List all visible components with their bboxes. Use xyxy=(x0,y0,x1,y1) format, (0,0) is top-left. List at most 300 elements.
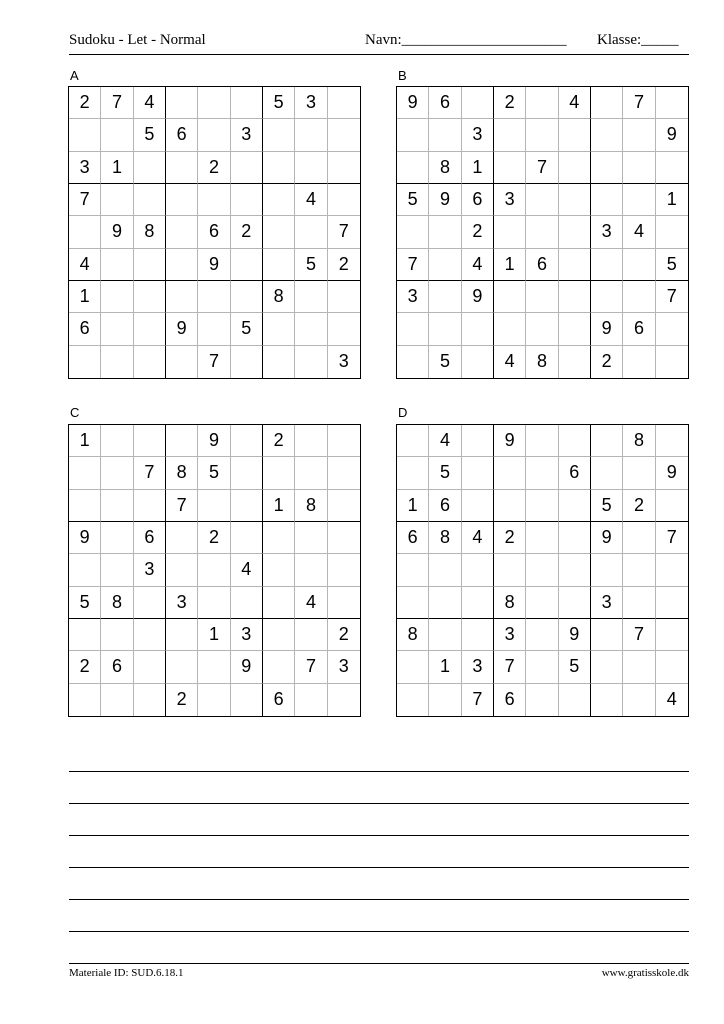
sudoku-cell xyxy=(494,490,526,522)
sudoku-cell: 7 xyxy=(101,87,133,119)
sudoku-cell: 9 xyxy=(397,87,429,119)
sudoku-cell xyxy=(591,619,623,651)
sudoku-cell xyxy=(591,554,623,586)
sudoku-cell: 5 xyxy=(198,457,230,489)
sudoku-cell xyxy=(559,490,591,522)
sudoku-cell xyxy=(656,425,688,457)
sudoku-cell xyxy=(134,619,166,651)
sudoku-cell: 9 xyxy=(198,425,230,457)
sudoku-cell xyxy=(397,554,429,586)
sudoku-cell xyxy=(623,457,655,489)
sudoku-cell xyxy=(623,651,655,683)
sudoku-cell xyxy=(656,554,688,586)
sudoku-cell xyxy=(263,119,295,151)
sudoku-cell xyxy=(494,152,526,184)
sudoku-cell xyxy=(397,119,429,151)
sudoku-puzzle-d xyxy=(396,424,689,717)
sudoku-cell xyxy=(231,490,263,522)
sudoku-cell xyxy=(198,87,230,119)
sudoku-cell xyxy=(591,152,623,184)
sudoku-cell xyxy=(263,346,295,378)
sudoku-cell: 8 xyxy=(429,152,461,184)
sudoku-cell xyxy=(429,554,461,586)
sudoku-cell xyxy=(462,313,494,345)
sudoku-cell xyxy=(166,522,198,554)
sudoku-cell xyxy=(328,87,360,119)
sudoku-cell: 5 xyxy=(231,313,263,345)
sudoku-cell: 4 xyxy=(295,184,327,216)
sudoku-grid xyxy=(69,87,360,378)
sudoku-cell xyxy=(166,425,198,457)
sudoku-cell xyxy=(591,184,623,216)
sudoku-cell: 3 xyxy=(462,119,494,151)
sudoku-cell xyxy=(591,281,623,313)
sudoku-cell: 8 xyxy=(134,216,166,248)
sudoku-cell xyxy=(263,522,295,554)
sudoku-cell xyxy=(591,249,623,281)
sudoku-cell: 6 xyxy=(166,119,198,151)
sudoku-cell: 8 xyxy=(101,587,133,619)
sudoku-cell xyxy=(231,152,263,184)
sudoku-cell xyxy=(623,119,655,151)
sudoku-cell xyxy=(429,281,461,313)
sudoku-cell xyxy=(166,281,198,313)
sudoku-cell xyxy=(263,152,295,184)
sudoku-cell xyxy=(526,184,558,216)
sudoku-cell: 9 xyxy=(656,457,688,489)
sudoku-cell xyxy=(397,684,429,716)
sudoku-cell xyxy=(295,152,327,184)
sudoku-cell xyxy=(623,587,655,619)
puzzle-label-c: C xyxy=(70,405,80,420)
sudoku-cell: 7 xyxy=(166,490,198,522)
sudoku-cell xyxy=(295,313,327,345)
sudoku-cell xyxy=(328,587,360,619)
sudoku-cell xyxy=(295,216,327,248)
sudoku-cell xyxy=(166,346,198,378)
sudoku-cell xyxy=(328,684,360,716)
sudoku-cell: 2 xyxy=(591,346,623,378)
sudoku-cell: 1 xyxy=(101,152,133,184)
sudoku-cell: 3 xyxy=(462,651,494,683)
sudoku-cell: 2 xyxy=(328,619,360,651)
sudoku-cell: 9 xyxy=(231,651,263,683)
sudoku-cell xyxy=(591,457,623,489)
writing-line xyxy=(69,867,689,868)
sudoku-cell xyxy=(231,457,263,489)
sudoku-cell: 4 xyxy=(134,87,166,119)
sudoku-cell xyxy=(462,490,494,522)
sudoku-cell xyxy=(295,522,327,554)
sudoku-cell: 4 xyxy=(295,587,327,619)
sudoku-cell xyxy=(69,216,101,248)
sudoku-cell xyxy=(101,281,133,313)
sudoku-cell xyxy=(526,313,558,345)
sudoku-cell xyxy=(623,346,655,378)
sudoku-cell xyxy=(166,152,198,184)
sudoku-cell: 5 xyxy=(397,184,429,216)
sudoku-cell: 6 xyxy=(429,87,461,119)
sudoku-cell xyxy=(526,119,558,151)
sudoku-cell: 3 xyxy=(69,152,101,184)
sudoku-cell: 7 xyxy=(623,87,655,119)
writing-line xyxy=(69,931,689,932)
sudoku-cell: 8 xyxy=(397,619,429,651)
sudoku-cell: 5 xyxy=(263,87,295,119)
sudoku-cell xyxy=(69,554,101,586)
sudoku-cell xyxy=(166,554,198,586)
sudoku-cell: 1 xyxy=(69,281,101,313)
sudoku-cell xyxy=(231,522,263,554)
sudoku-cell: 6 xyxy=(623,313,655,345)
sudoku-cell xyxy=(69,619,101,651)
sudoku-cell: 2 xyxy=(166,684,198,716)
sudoku-cell: 1 xyxy=(263,490,295,522)
sudoku-cell: 8 xyxy=(263,281,295,313)
sudoku-grid xyxy=(397,425,688,716)
sudoku-grid xyxy=(397,87,688,378)
sudoku-cell xyxy=(198,490,230,522)
sudoku-cell xyxy=(134,587,166,619)
sudoku-cell xyxy=(526,457,558,489)
sudoku-cell xyxy=(559,425,591,457)
sudoku-cell xyxy=(101,119,133,151)
class-field: Klasse:_____ xyxy=(597,32,679,48)
sudoku-cell xyxy=(559,249,591,281)
sudoku-cell: 9 xyxy=(494,425,526,457)
sudoku-cell xyxy=(69,457,101,489)
sudoku-cell xyxy=(101,249,133,281)
sudoku-cell: 7 xyxy=(397,249,429,281)
sudoku-cell xyxy=(462,554,494,586)
sudoku-cell xyxy=(295,457,327,489)
sudoku-cell xyxy=(198,119,230,151)
sudoku-cell xyxy=(101,554,133,586)
sudoku-cell: 5 xyxy=(656,249,688,281)
sudoku-cell xyxy=(198,313,230,345)
sudoku-cell xyxy=(656,619,688,651)
sudoku-cell: 3 xyxy=(494,184,526,216)
sudoku-cell: 7 xyxy=(198,346,230,378)
sudoku-cell xyxy=(134,490,166,522)
sudoku-cell: 5 xyxy=(295,249,327,281)
sudoku-cell xyxy=(559,281,591,313)
sudoku-cell: 6 xyxy=(559,457,591,489)
sudoku-cell: 6 xyxy=(526,249,558,281)
sudoku-cell xyxy=(263,249,295,281)
sudoku-cell xyxy=(429,216,461,248)
sudoku-cell: 9 xyxy=(656,119,688,151)
sudoku-cell: 5 xyxy=(591,490,623,522)
sudoku-cell xyxy=(623,152,655,184)
sudoku-puzzle-c xyxy=(68,424,361,717)
sudoku-cell: 3 xyxy=(338,351,349,372)
sudoku-puzzle-b xyxy=(396,86,689,379)
sudoku-cell: 1 xyxy=(656,184,688,216)
sudoku-cell xyxy=(263,651,295,683)
sudoku-cell xyxy=(328,457,360,489)
sudoku-cell xyxy=(526,522,558,554)
sudoku-cell xyxy=(397,651,429,683)
sudoku-cell xyxy=(166,184,198,216)
sudoku-cell xyxy=(462,587,494,619)
sudoku-cell xyxy=(623,554,655,586)
sudoku-cell xyxy=(101,522,133,554)
sudoku-cell xyxy=(166,249,198,281)
sudoku-cell: 7 xyxy=(134,457,166,489)
sudoku-cell xyxy=(231,684,263,716)
puzzle-label-b: B xyxy=(398,68,407,83)
sudoku-cell: 8 xyxy=(295,490,327,522)
sudoku-cell xyxy=(494,119,526,151)
sudoku-cell xyxy=(231,346,263,378)
sudoku-cell: 2 xyxy=(328,249,360,281)
sudoku-cell: 3 xyxy=(494,619,526,651)
sudoku-cell xyxy=(295,684,327,716)
sudoku-cell xyxy=(526,619,558,651)
sudoku-cell: 9 xyxy=(198,249,230,281)
sudoku-cell xyxy=(397,587,429,619)
sudoku-cell xyxy=(328,184,360,216)
sudoku-cell xyxy=(231,281,263,313)
sudoku-cell: 1 xyxy=(69,425,101,457)
sudoku-cell xyxy=(526,87,558,119)
sudoku-cell xyxy=(263,216,295,248)
sudoku-cell xyxy=(198,684,230,716)
sudoku-cell xyxy=(328,313,360,345)
sudoku-cell: 7 xyxy=(462,684,494,716)
sudoku-cell: 7 xyxy=(69,184,101,216)
sudoku-cell xyxy=(526,490,558,522)
sudoku-cell: 5 xyxy=(429,346,461,378)
sudoku-cell xyxy=(526,587,558,619)
sudoku-cell: 4 xyxy=(462,249,494,281)
sudoku-cell: 7 xyxy=(328,216,360,248)
sudoku-cell xyxy=(429,313,461,345)
sudoku-cell: 1 xyxy=(198,619,230,651)
sudoku-cell xyxy=(295,119,327,151)
sudoku-cell xyxy=(591,87,623,119)
sudoku-cell xyxy=(526,216,558,248)
sudoku-cell xyxy=(462,425,494,457)
sudoku-cell: 6 xyxy=(429,490,461,522)
sudoku-cell: 4 xyxy=(559,87,591,119)
sudoku-cell xyxy=(656,216,688,248)
sudoku-cell xyxy=(429,587,461,619)
sudoku-cell xyxy=(263,313,295,345)
sudoku-cell xyxy=(656,587,688,619)
name-field: Navn:______________________ xyxy=(365,32,567,48)
sudoku-cell xyxy=(656,313,688,345)
sudoku-cell: 4 xyxy=(429,425,461,457)
sudoku-cell xyxy=(656,87,688,119)
sudoku-cell xyxy=(198,281,230,313)
sudoku-cell: 8 xyxy=(526,346,558,378)
sudoku-cell xyxy=(494,554,526,586)
sudoku-cell xyxy=(623,281,655,313)
sudoku-cell: 6 xyxy=(263,684,295,716)
sudoku-cell: 4 xyxy=(666,689,677,710)
sudoku-cell xyxy=(263,587,295,619)
sudoku-cell: 6 xyxy=(69,313,101,345)
sudoku-cell xyxy=(559,522,591,554)
sudoku-cell xyxy=(101,490,133,522)
sudoku-cell xyxy=(263,457,295,489)
sudoku-cell xyxy=(231,87,263,119)
sudoku-cell xyxy=(134,249,166,281)
sudoku-cell: 5 xyxy=(69,587,101,619)
sudoku-cell: 9 xyxy=(559,619,591,651)
sudoku-cell xyxy=(397,152,429,184)
sudoku-cell: 3 xyxy=(166,587,198,619)
sudoku-cell xyxy=(231,184,263,216)
sudoku-cell: 1 xyxy=(494,249,526,281)
sudoku-grid xyxy=(69,425,360,716)
writing-line xyxy=(69,803,689,804)
sudoku-cell: 9 xyxy=(429,184,461,216)
sudoku-cell: 2 xyxy=(231,216,263,248)
sudoku-cell xyxy=(328,152,360,184)
sudoku-cell: 9 xyxy=(69,522,101,554)
sudoku-cell: 2 xyxy=(494,87,526,119)
sudoku-cell xyxy=(101,346,133,378)
sudoku-cell xyxy=(69,119,101,151)
sudoku-cell xyxy=(134,281,166,313)
sudoku-cell xyxy=(462,87,494,119)
sudoku-cell xyxy=(101,619,133,651)
sudoku-cell xyxy=(101,184,133,216)
puzzle-label-d: D xyxy=(398,405,408,420)
sudoku-cell xyxy=(623,184,655,216)
sudoku-cell xyxy=(494,313,526,345)
sudoku-cell: 4 xyxy=(69,249,101,281)
sudoku-cell xyxy=(397,216,429,248)
sudoku-cell: 8 xyxy=(429,522,461,554)
sudoku-cell xyxy=(166,216,198,248)
sudoku-cell xyxy=(429,249,461,281)
sudoku-cell xyxy=(559,184,591,216)
sudoku-cell xyxy=(656,152,688,184)
sudoku-cell xyxy=(494,216,526,248)
sudoku-cell xyxy=(429,619,461,651)
sudoku-cell xyxy=(328,522,360,554)
sudoku-cell xyxy=(462,346,494,378)
sudoku-cell xyxy=(494,281,526,313)
header-rule xyxy=(69,54,689,55)
sudoku-cell xyxy=(231,425,263,457)
sudoku-cell: 9 xyxy=(591,313,623,345)
sudoku-cell xyxy=(526,425,558,457)
sudoku-cell: 2 xyxy=(623,490,655,522)
sudoku-cell: 2 xyxy=(462,216,494,248)
sudoku-cell xyxy=(462,457,494,489)
sudoku-cell xyxy=(494,457,526,489)
sudoku-cell xyxy=(328,281,360,313)
sudoku-cell xyxy=(69,490,101,522)
sudoku-cell: 3 xyxy=(231,619,263,651)
sudoku-cell: 6 xyxy=(397,522,429,554)
sudoku-cell xyxy=(231,249,263,281)
sudoku-cell xyxy=(134,651,166,683)
writing-line xyxy=(69,771,689,772)
sudoku-cell xyxy=(263,619,295,651)
sudoku-cell xyxy=(295,619,327,651)
sudoku-puzzle-a xyxy=(68,86,361,379)
sudoku-cell: 9 xyxy=(462,281,494,313)
sudoku-cell xyxy=(397,313,429,345)
sudoku-cell: 3 xyxy=(231,119,263,151)
sudoku-cell xyxy=(134,425,166,457)
sudoku-cell: 7 xyxy=(494,651,526,683)
sudoku-cell xyxy=(328,490,360,522)
sudoku-cell xyxy=(295,554,327,586)
sudoku-cell xyxy=(591,425,623,457)
sudoku-cell xyxy=(134,684,166,716)
sudoku-cell: 6 xyxy=(198,216,230,248)
sudoku-cell xyxy=(69,684,101,716)
sudoku-cell xyxy=(397,346,429,378)
sudoku-cell: 3 xyxy=(295,87,327,119)
sudoku-cell xyxy=(623,684,655,716)
sudoku-cell: 9 xyxy=(166,313,198,345)
sudoku-cell: 7 xyxy=(656,281,688,313)
sudoku-cell: 7 xyxy=(295,651,327,683)
sudoku-cell: 4 xyxy=(494,346,526,378)
sudoku-cell xyxy=(559,119,591,151)
sudoku-cell xyxy=(623,522,655,554)
sudoku-cell xyxy=(591,119,623,151)
sudoku-cell: 9 xyxy=(591,522,623,554)
sudoku-cell xyxy=(198,184,230,216)
sudoku-cell xyxy=(166,651,198,683)
sudoku-cell xyxy=(134,184,166,216)
sudoku-cell xyxy=(101,684,133,716)
sudoku-cell: 5 xyxy=(429,457,461,489)
sudoku-cell xyxy=(559,554,591,586)
sudoku-cell xyxy=(328,554,360,586)
sudoku-cell: 3 xyxy=(591,587,623,619)
footer-rule xyxy=(69,963,689,964)
sudoku-cell xyxy=(295,346,327,378)
sudoku-cell xyxy=(134,152,166,184)
sudoku-cell xyxy=(134,346,166,378)
sudoku-cell xyxy=(591,651,623,683)
worksheet-title: Sudoku - Let - Normal xyxy=(69,32,206,48)
sudoku-cell xyxy=(462,619,494,651)
sudoku-cell: 5 xyxy=(559,651,591,683)
sudoku-cell: 6 xyxy=(134,522,166,554)
sudoku-cell: 2 xyxy=(263,425,295,457)
sudoku-cell: 3 xyxy=(134,554,166,586)
sudoku-cell xyxy=(328,425,360,457)
sudoku-cell xyxy=(134,313,166,345)
website-url: www.gratisskole.dk xyxy=(601,967,689,979)
sudoku-cell xyxy=(101,313,133,345)
sudoku-cell xyxy=(559,587,591,619)
writing-line xyxy=(69,899,689,900)
sudoku-cell xyxy=(559,152,591,184)
sudoku-cell xyxy=(559,684,591,716)
sudoku-cell xyxy=(263,184,295,216)
sudoku-cell: 8 xyxy=(494,587,526,619)
sudoku-cell: 1 xyxy=(462,152,494,184)
sudoku-cell xyxy=(198,587,230,619)
sudoku-cell xyxy=(198,651,230,683)
sudoku-cell xyxy=(295,425,327,457)
writing-line xyxy=(69,835,689,836)
sudoku-cell xyxy=(263,554,295,586)
sudoku-cell xyxy=(166,619,198,651)
